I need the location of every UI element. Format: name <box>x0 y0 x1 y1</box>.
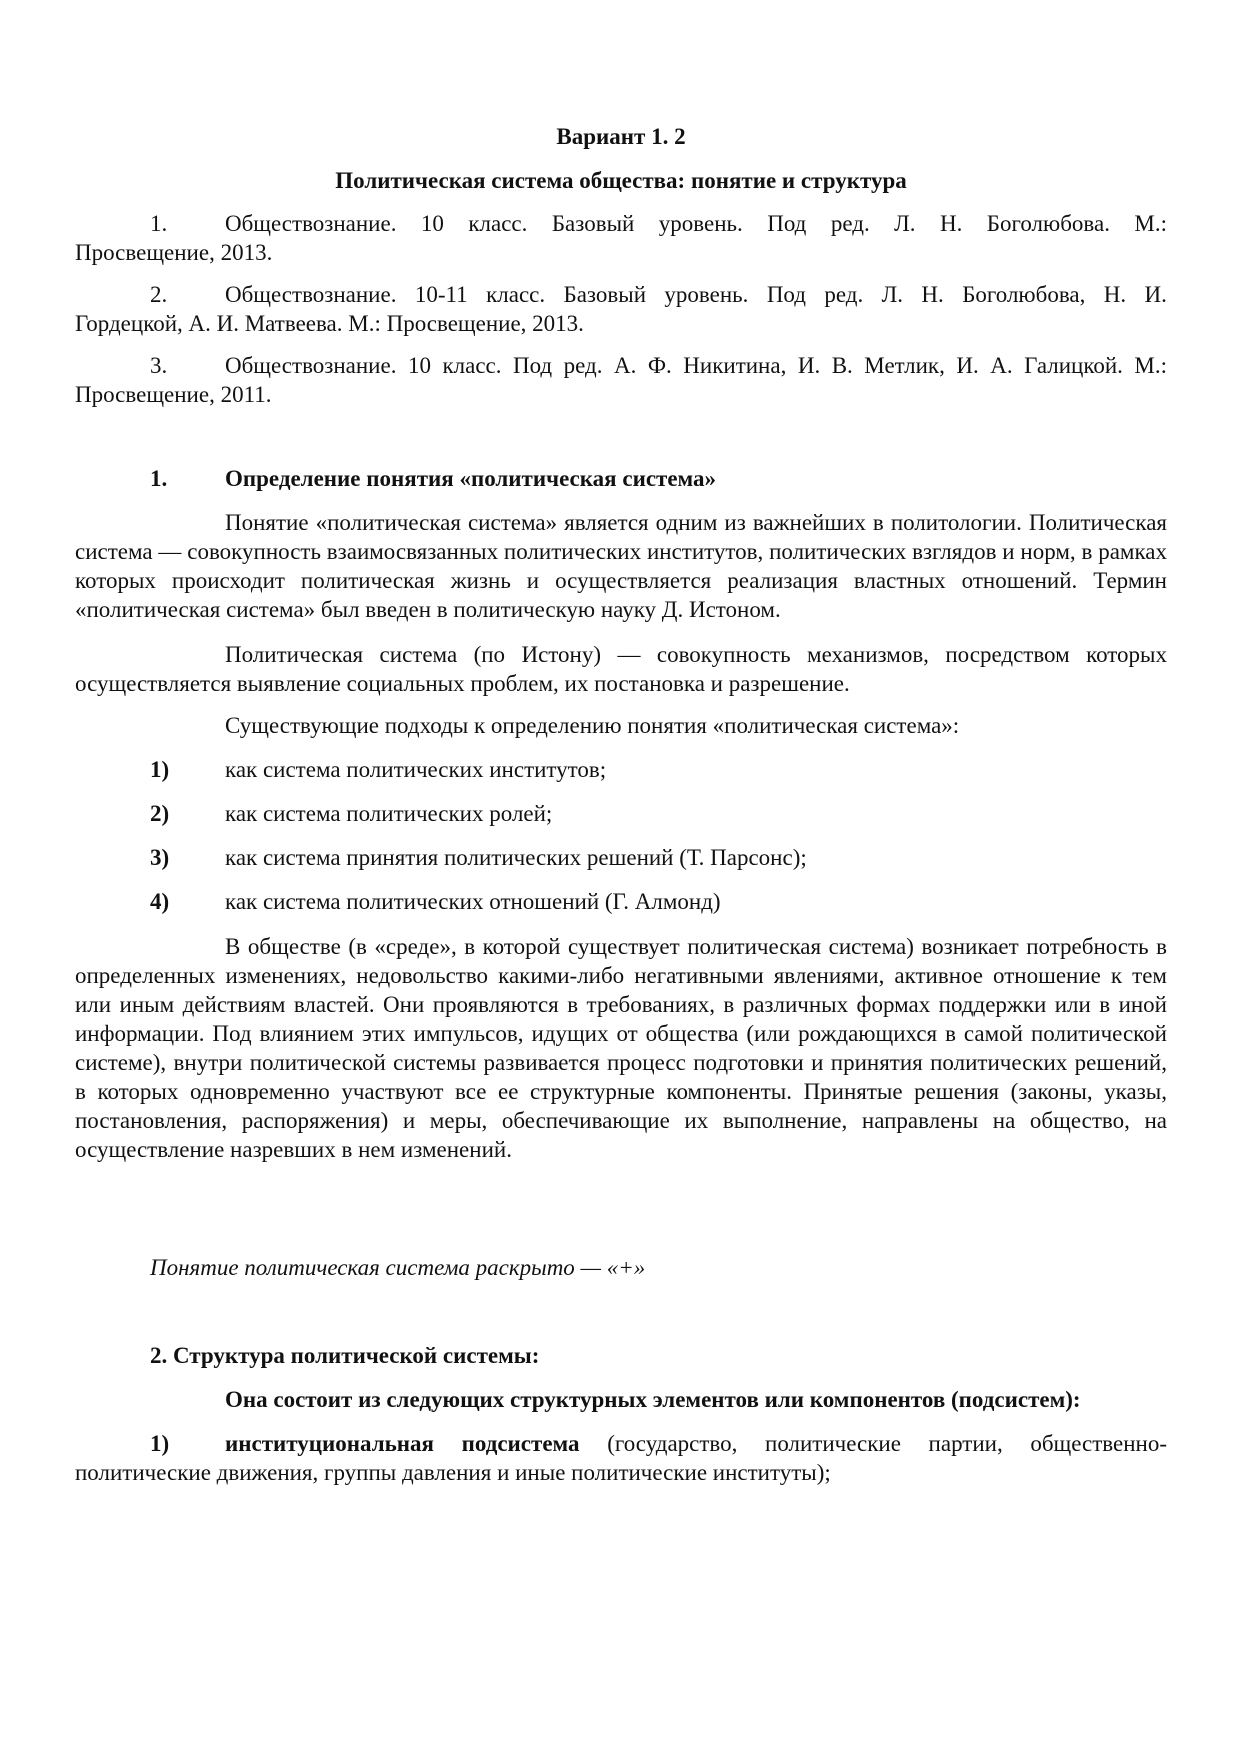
reference-1-line1 <box>75 209 1167 238</box>
reference-word: Н. <box>1103 282 1127 307</box>
reference-2-number: 2. <box>150 282 168 307</box>
reference-word: ред. <box>563 353 603 378</box>
reference-word: Н. <box>921 282 944 307</box>
section-1-title: Определение понятия «политическая система» <box>225 466 717 491</box>
reference-word: Галицкой. <box>1024 353 1123 378</box>
reference-word: 10 <box>420 211 444 236</box>
reference-word: Л. <box>881 282 903 307</box>
reference-word: Базовый <box>563 282 647 307</box>
section-1-paragraph-3: Существующие подходы к определению понятия «политическая система»: <box>225 713 960 738</box>
reference-3-number: 3. <box>150 353 168 378</box>
approach-4-number: 4) <box>150 889 170 914</box>
reference-word: А. <box>990 353 1013 378</box>
reference-word: уровень. <box>658 211 743 236</box>
subsystem-1-text <box>75 1429 1167 1487</box>
document-title: Вариант 1. 2 <box>556 124 686 149</box>
reference-word: Л. <box>894 211 916 236</box>
section-1-paragraph-2: Политическая система (по Истону) — совокупность механизмов, посредством которых осуществляется выявление социальных проблем, их постановка и разрешение. <box>75 642 1167 696</box>
reference-3-line1 <box>75 351 1167 380</box>
reference-word: Боголюбова. <box>986 211 1110 236</box>
reference-1-number: 1. <box>150 211 168 236</box>
reference-word: Под <box>767 211 807 236</box>
reference-3-line2: Просвещение, 2011. <box>75 382 272 407</box>
reference-2-line2: Гордецкой, А. И. Матвеева. М.: Просвещение, 2013. <box>75 311 584 336</box>
section-1-number: 1. <box>150 466 168 491</box>
section-2-title: 2. Структура политической системы: <box>150 1343 540 1368</box>
reference-word: М.: <box>1134 211 1167 236</box>
reference-word: А. <box>614 353 637 378</box>
reference-word: уровень. <box>664 282 749 307</box>
approach-1-text: как система политических институтов; <box>225 757 607 782</box>
subsystem-1-number: 1) <box>150 1431 170 1456</box>
reference-word: Под <box>766 282 806 307</box>
reference-word: М.: <box>1134 353 1167 378</box>
reference-word: И. <box>956 353 979 378</box>
document-subtitle: Политическая система общества: понятие и структура <box>335 168 907 193</box>
reference-word: И. <box>1144 282 1167 307</box>
reference-word: Базовый <box>551 211 635 236</box>
approach-2-text: как система политических ролей; <box>225 801 553 826</box>
reference-word: 10-11 <box>414 282 468 307</box>
section-1-paragraph-4: В обществе (в «среде», в которой существует политическая система) возникает потребность в определенных изменениях, недовольство какими-либо негативными явлениями, активное отношение к тем или иным действиям властей. Они проявляются в требованиях, в различных формах поддержки или в иной информации. Под влиянием этих импульсов, идущих от общества (или рождающихся в самой политической системе), внутри политической системы развивается процесс подготовки и принятия политических решений, в которых одновременно участвуют все ее структурные компоненты. Принятые решения (законы, указы, постановления, распоряжения) и меры, обеспечивающие их выполнение, направлены на общество, на осуществление назревших в нем изменений. <box>75 934 1167 1162</box>
reference-word: ред. <box>824 282 864 307</box>
reference-word: класс. <box>442 353 502 378</box>
approach-3-number: 3) <box>150 845 170 870</box>
approach-3-text: как система принятия политических решений (Т. Парсонс); <box>225 845 807 870</box>
reference-3-words <box>225 351 1167 380</box>
reference-word: Обществознание. <box>225 353 397 378</box>
reference-word: Обществознание. <box>225 282 397 307</box>
reference-word: Н. <box>939 211 963 236</box>
approach-2-number: 2) <box>150 801 170 826</box>
reference-word: ред. <box>830 211 870 236</box>
reference-word: 10 <box>407 353 431 378</box>
reference-2-words <box>225 280 1167 309</box>
reference-word: Обществознание. <box>225 211 397 236</box>
subsystem-1-rest: (государство, политические партии, общественно-политические движения, группы давления и иные политические институты); <box>75 1431 1168 1485</box>
approach-4-text: как система политических отношений (Г. Алмонд) <box>225 889 721 914</box>
reference-word: Никитина, <box>683 353 787 378</box>
reference-word: Боголюбова, <box>962 282 1086 307</box>
reference-word: Ф. <box>647 353 672 378</box>
list-item <box>75 755 1167 784</box>
reference-word: Метлик, <box>864 353 945 378</box>
reference-1-words <box>225 209 1167 238</box>
reference-word: В. <box>831 353 853 378</box>
approach-1-number: 1) <box>150 757 170 782</box>
list-item <box>75 843 1167 872</box>
reference-2-line1 <box>75 280 1167 309</box>
section-1-paragraph-1: Понятие «политическая система» является одним из важнейших в политологии. Политическая система — совокупность взаимосвязанных политических институтов, политических взглядов и норм, в рамках которых происходит политическая жизнь и осуществляется реализация властных отношений. Термин «политическая система» был введен в политическую науку Д. Истоном. <box>75 510 1167 622</box>
reference-word: И. <box>797 353 821 378</box>
assessment-note: Понятие политическая система раскрыто — «+» <box>150 1255 646 1280</box>
reference-word: класс. <box>468 211 528 236</box>
reference-word: Под <box>512 353 553 378</box>
subsystem-1-bold: институциональная подсистема <box>225 1431 580 1456</box>
reference-word: класс. <box>486 282 546 307</box>
list-item <box>75 887 1167 916</box>
list-item <box>75 799 1167 828</box>
reference-1-line2: Просвещение, 2013. <box>75 240 273 265</box>
section-2-subtitle: Она состоит из следующих структурных элементов или компонентов (подсистем): <box>225 1387 1081 1412</box>
